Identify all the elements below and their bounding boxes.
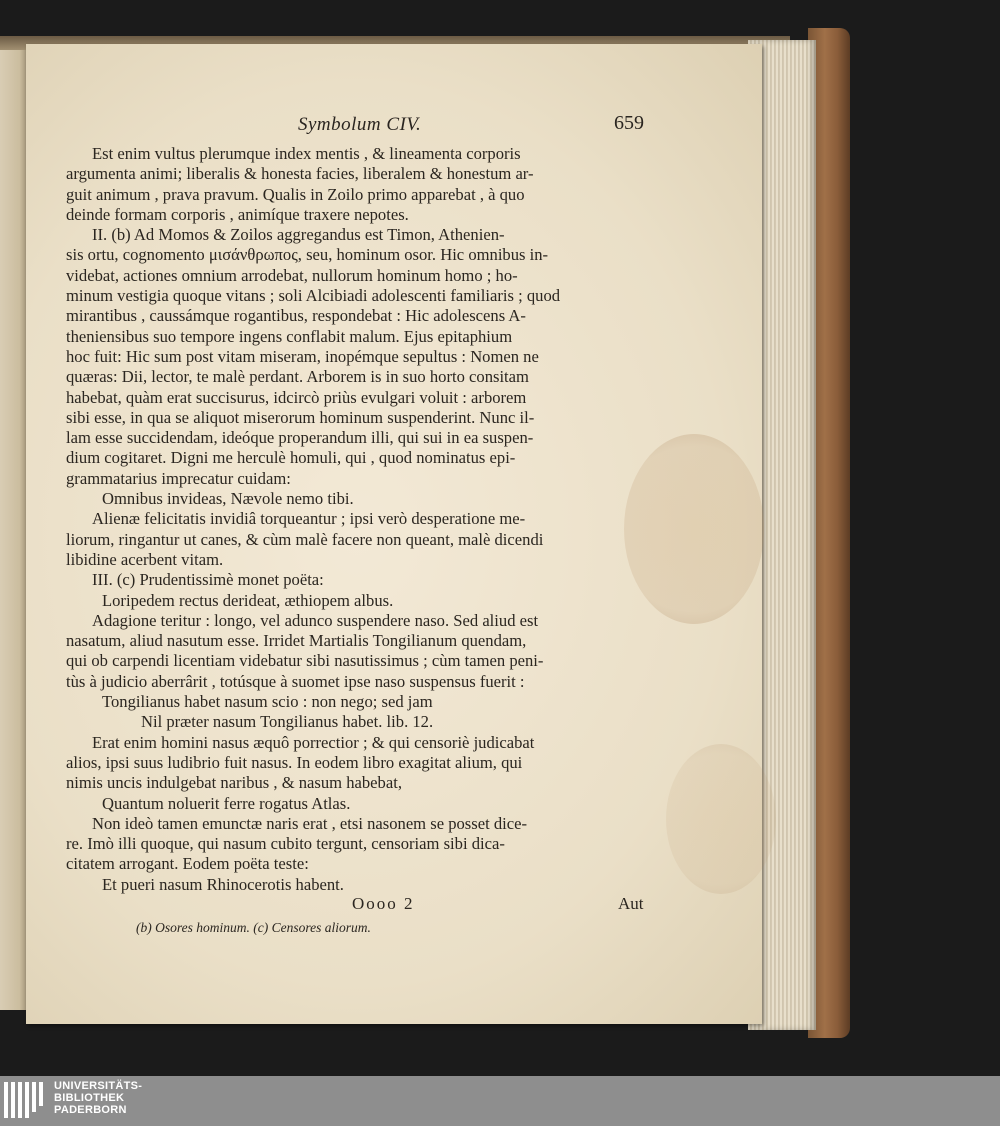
library-name-line: UNIVERSITÄTS- — [54, 1080, 143, 1092]
running-title: Symbolum CIV. — [298, 114, 422, 135]
text-line: quæras: Dii, lector, te malè perdant. Arborem is in suo horto consitam — [66, 367, 529, 387]
text-line: videbat, actiones omnium arrodebat, nullorum hominum homo ; ho- — [66, 265, 518, 285]
text-line: liorum, ringantur ut canes, & cùm malè facere non queant, malè dicendi — [66, 529, 544, 549]
text-line: lam esse succidendam, ideóque properandum illi, qui sui in ea suspen- — [66, 428, 534, 448]
text-line: alios, ipsi suus ludibrio fuit nasus. In eodem libro exagitat alium, qui — [66, 752, 523, 772]
page-number: 659 — [614, 112, 644, 134]
text-line: nasatum, aliud nasutum esse. Irridet Martialis Tongilianum quendam, — [66, 631, 527, 651]
verse-line: Nil præter nasum Tongilianus habet. lib. 12. — [141, 712, 434, 732]
verse-line: Et pueri nasum Rhinocerotis habent. — [102, 874, 344, 894]
text-line: minum vestigia quoque vitans ; soli Alcibiadi adolescenti familiaris ; quod — [66, 286, 561, 306]
text-line: citatem arrogant. Eodem poëta teste: — [66, 854, 309, 874]
library-name — [54, 1080, 142, 1116]
text-line: tùs à judicio aberrârit , totúsque à suomet ipse naso suspensus fuerit : — [66, 671, 525, 691]
text-line: Erat enim homini nasus æquô porrectior ; & qui censoriè judicabat — [92, 732, 535, 752]
library-name-line: BIBLIOTHEK — [54, 1092, 125, 1104]
text-line: sibi esse, in qua se aliquot miserorum hominum suspenderint. Nunc il- — [66, 407, 535, 427]
text-line: mirantibus , caussámque rogantibus, respondebat : Hic adolescens A- — [66, 306, 526, 326]
text-line: nimis uncis indulgebat naribus , & nasum habebat, — [66, 773, 402, 793]
text-line: guit animum , prava pravum. Qualis in Zoilo primo apparebat , à quo — [66, 184, 525, 204]
catchword: Aut — [618, 894, 644, 913]
text-line: Non ideò tamen emunctæ naris erat , etsi nasonem se posset dice- — [92, 813, 528, 833]
text-line: deinde formam corporis , animíque traxere nepotes. — [66, 204, 409, 224]
text-line: qui ob carpendi licentiam videbatur sibi nasutissimus ; cùm tamen peni- — [66, 651, 544, 671]
signature-mark: Oooo 2 — [352, 894, 415, 913]
verse-line: Quantum noluerit ferre rogatus Atlas. — [102, 793, 351, 813]
text-line: II. (b) Ad Momos & Zoilos aggregandus est Timon, Athenien- — [92, 225, 505, 245]
library-name-line: PADERBORN — [54, 1104, 127, 1116]
verse-line: Tongilianus habet nasum scio : non nego; sed jam — [102, 692, 433, 712]
previous-page-edge — [0, 50, 28, 1010]
footnotes: (b) Osores hominum. (c) Censores aliorum. — [136, 920, 371, 935]
text-line: dium cogitaret. Digni me herculè homuli, qui , quod nominatus epi- — [66, 448, 516, 468]
text-line: libidine acerbent vitam. — [66, 549, 224, 569]
text-line: grammatarius imprecatur cuidam: — [66, 468, 291, 488]
text-line: hoc fuit: Hic sum post vitam miseram, inopémque sepultus : Nomen ne — [66, 346, 539, 366]
text-line: theniensibus suo tempore ingens conflabit malum. Ejus epitaphium — [66, 326, 513, 346]
text-line: sis ortu, cognomento μισάνθρωπος, seu, hominum osor. Hic omnibus in- — [66, 245, 549, 265]
library-footer-bar — [0, 1076, 1000, 1126]
text-line: Alienæ felicitatis invidiâ torqueantur ; ipsi verò desperatione me- — [92, 509, 526, 529]
verse-line: Loripedem rectus derideat, æthiopem albus. — [102, 590, 394, 610]
verse-line: Omnibus invideas, Nævole nemo tibi. — [102, 489, 354, 509]
library-logo-icon — [4, 1082, 46, 1118]
text-line: argumenta animi; liberalis & honesta facies, liberalem & honestum ar- — [66, 164, 534, 184]
text-line: III. (c) Prudentissimè monet poëta: — [92, 570, 324, 590]
water-stain — [666, 744, 776, 894]
body-text — [66, 144, 648, 895]
text-line: Est enim vultus plerumque index mentis , & lineamenta corporis — [92, 144, 521, 163]
text-line: habebat, quàm erat succisurus, idcircò priùs evulgari voluit : arborem — [66, 387, 527, 407]
text-line: re. Imò illi quoque, qui nasum cubito tergunt, censoriam sibi dica- — [66, 834, 505, 854]
text-line: Adagione teritur : longo, vel adunco suspendere naso. Sed aliud est — [92, 610, 539, 630]
page-header — [26, 114, 762, 138]
book-page — [26, 44, 762, 1024]
